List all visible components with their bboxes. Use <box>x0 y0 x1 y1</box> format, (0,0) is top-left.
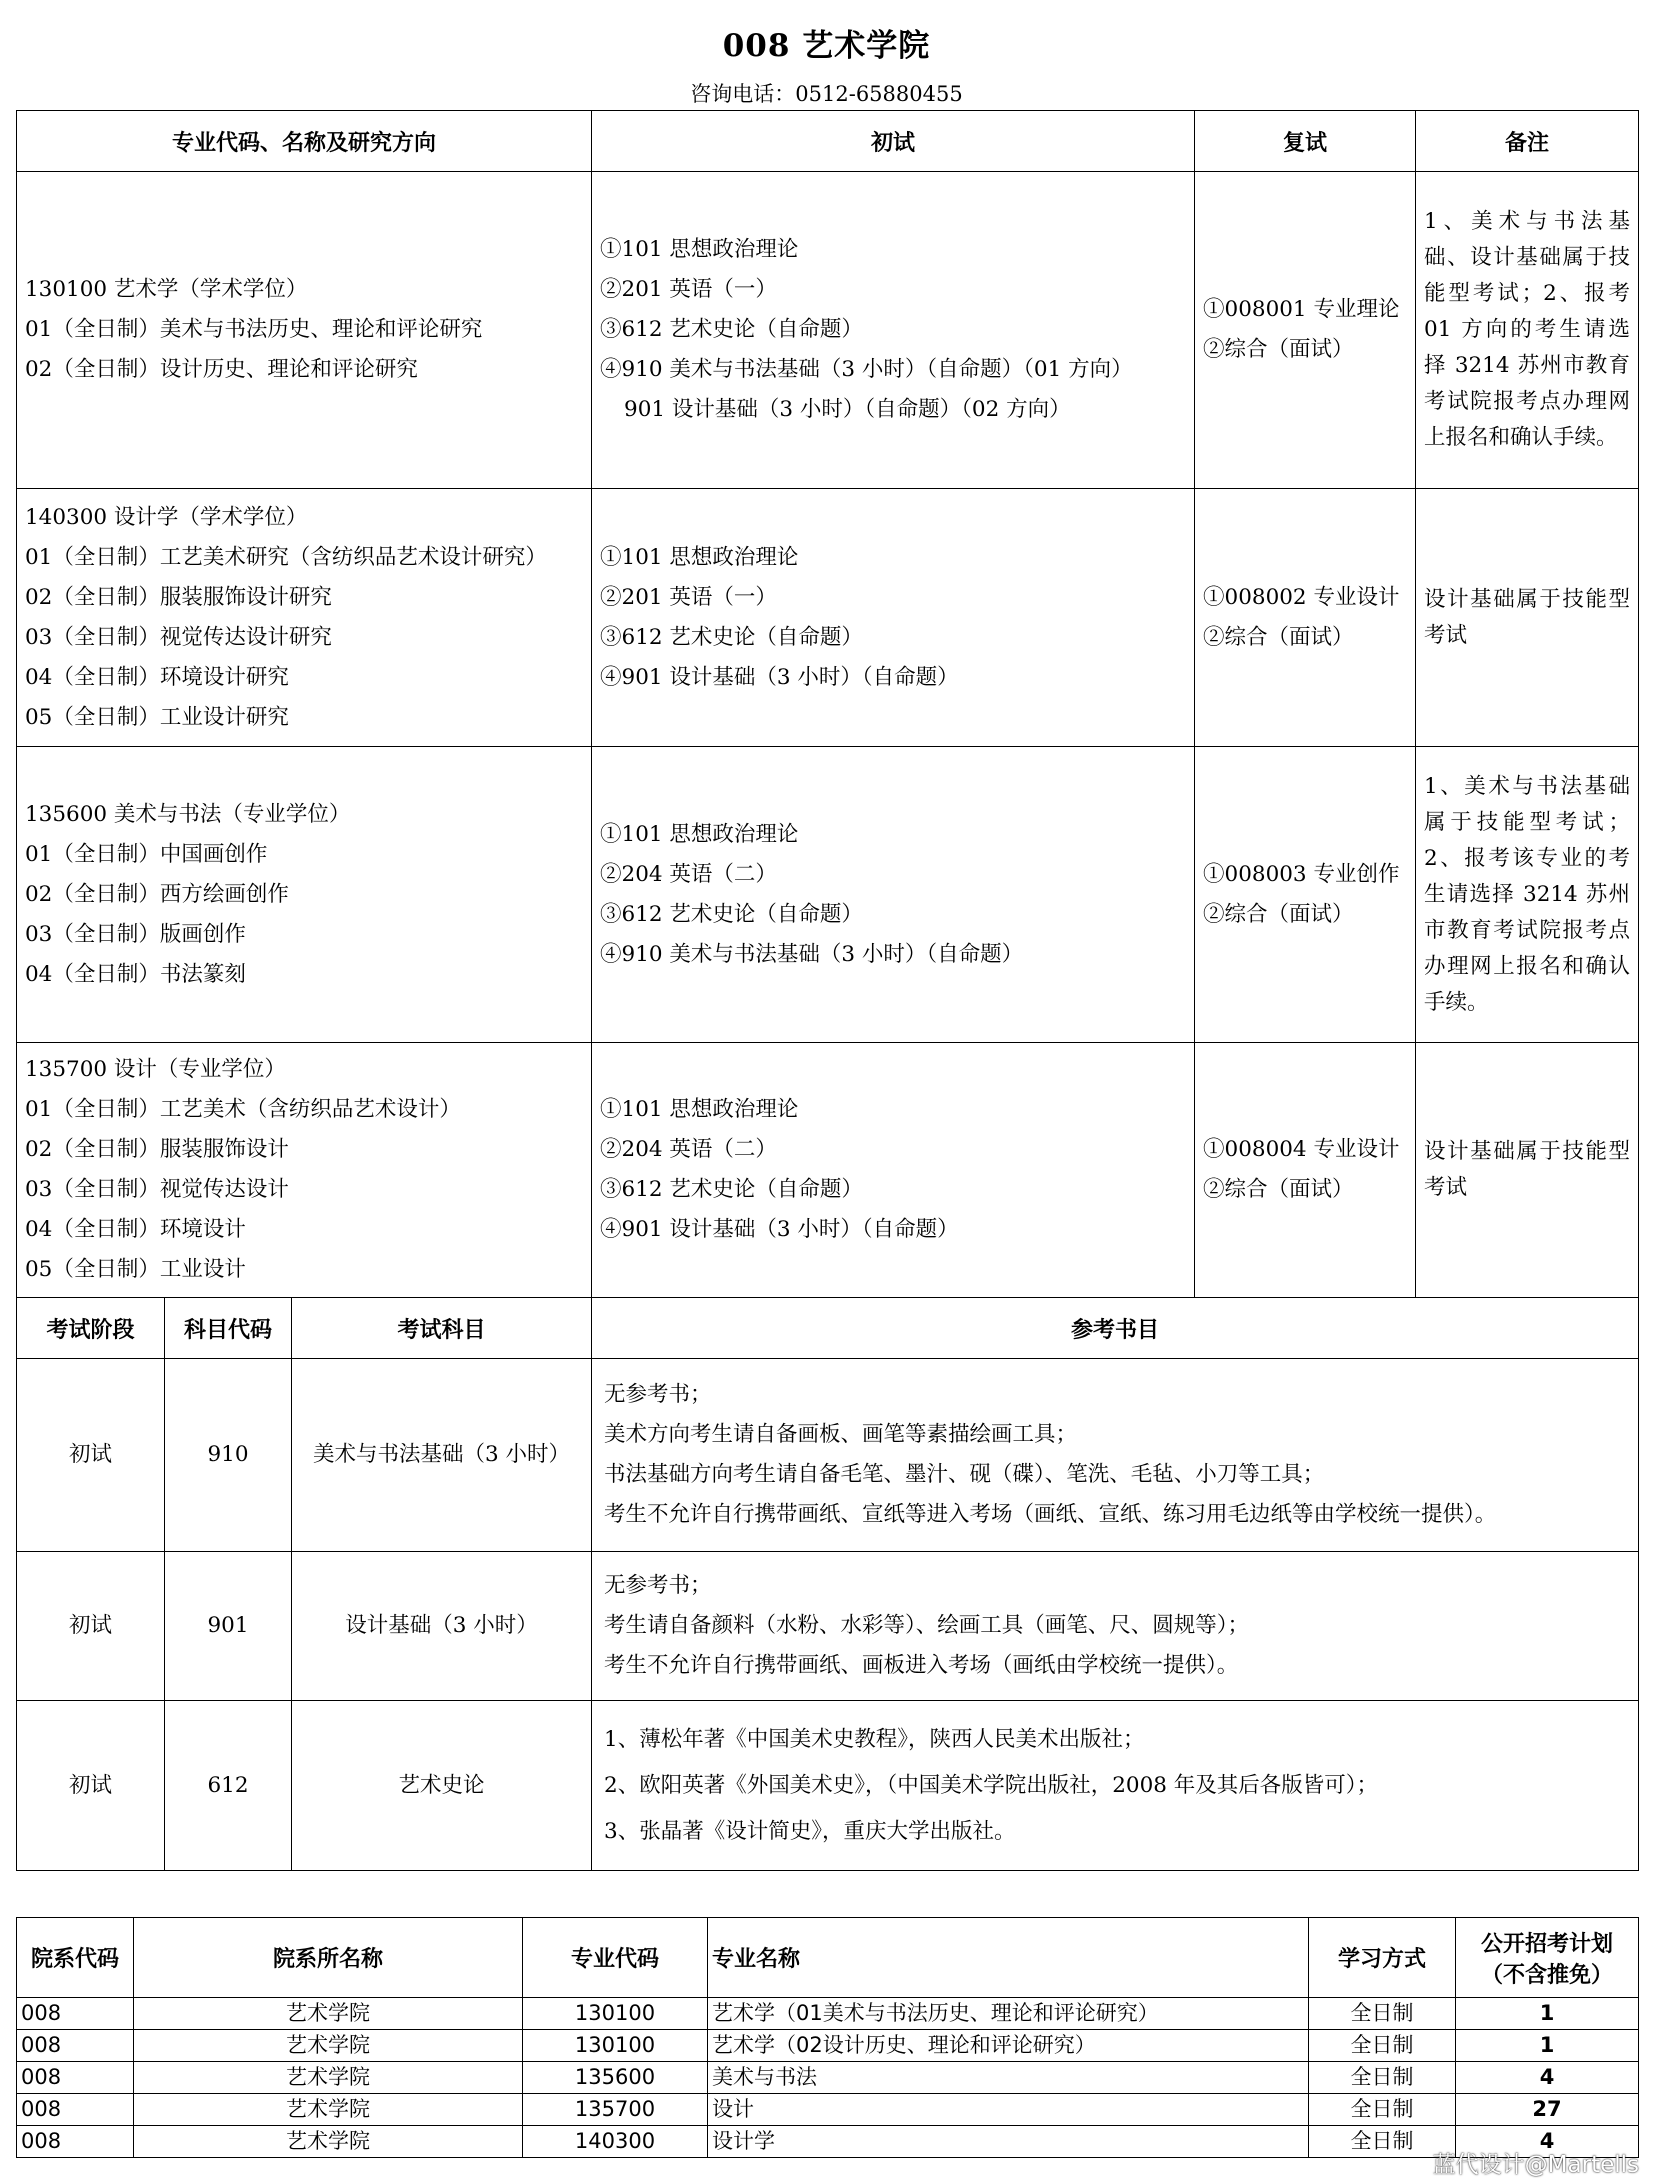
remark-cell: 设计基础属于技能型考试 <box>1416 489 1639 747</box>
prelim-subject: ④901 设计基础（3 小时）（自命题） <box>600 664 959 690</box>
header-plan-line1: 公开招考计划 <box>1480 1931 1613 1957</box>
retest-cell <box>1195 489 1416 747</box>
subject-name: 艺术史论 <box>292 1701 592 1871</box>
quota-row <box>17 2030 1639 2062</box>
remark-cell: 1、美术与书法基础、设计基础属于技能型考试；2、报考 01 方向的考生请选择 3214 苏州市教育考试院报考点办理网上报名和确认手续。 <box>1416 172 1639 489</box>
quota-row <box>17 1998 1639 2030</box>
header-subject-code: 科目代码 <box>165 1298 292 1359</box>
page-title: 008 艺术学院 <box>722 28 931 64</box>
major-cell <box>17 172 592 489</box>
prelim-subject: ③612 艺术史论（自命题） <box>600 624 863 650</box>
prelim-subject: ①101 思想政治理论 <box>600 1097 799 1122</box>
quota-table <box>16 1917 1639 2158</box>
book-line: 无参考书； <box>604 1573 712 1598</box>
major-cell <box>17 1043 592 1298</box>
major-direction: 04（全日制）环境设计 <box>25 1217 246 1242</box>
major-cell <box>17 489 592 747</box>
quota-study-mode: 全日制 <box>1309 2030 1456 2062</box>
retest-item: ①008004 专业设计 <box>1203 1137 1400 1162</box>
quota-major-code: 130100 <box>523 2030 708 2062</box>
quota-major-code: 140300 <box>523 2126 708 2158</box>
major-direction: 05（全日制）工业设计研究 <box>25 704 289 730</box>
subject-row <box>17 1552 1639 1701</box>
major-direction: 04（全日制）书法篆刻 <box>25 961 246 987</box>
quota-dept-code: 008 <box>17 2062 134 2094</box>
subject-name: 美术与书法基础（3 小时） <box>292 1359 592 1552</box>
header-retest: 复试 <box>1195 111 1416 172</box>
retest-cell <box>1195 747 1416 1043</box>
subject-books <box>592 1359 1639 1552</box>
prelim-subject: ②201 英语（一） <box>600 277 777 302</box>
quota-table-header <box>17 1918 1639 1998</box>
subject-code: 901 <box>165 1552 292 1701</box>
quota-plan: 27 <box>1456 2094 1639 2126</box>
prelim-subject: 901 设计基础（3 小时）（自命题）（02 方向） <box>624 397 1071 422</box>
quota-major-code: 135600 <box>523 2062 708 2094</box>
book-line: 2、欧阳英著《外国美术史》，（中国美术学院出版社，2008 年及其后各版皆可）； <box>604 1772 1379 1798</box>
book-line: 1、薄松年著《中国美术史教程》，陕西人民美术出版社； <box>604 1726 1145 1752</box>
major-row <box>17 747 1639 1043</box>
quota-major-code: 130100 <box>523 1998 708 2030</box>
prelim-subject: ①101 思想政治理论 <box>600 544 799 570</box>
quota-major-name: 美术与书法 <box>708 2062 1309 2094</box>
subject-books <box>592 1701 1639 1871</box>
header-remark: 备注 <box>1416 111 1639 172</box>
quota-major-code: 135700 <box>523 2094 708 2126</box>
prelim-cell <box>592 489 1195 747</box>
remark-cell: 1、美术与书法基础属于技能型考试；2、报考该专业的考生请选择 3214 苏州市教育考试院报考点办理网上报名和确认手续。 <box>1416 747 1639 1043</box>
quota-plan: 4 <box>1456 2062 1639 2094</box>
quota-study-mode: 全日制 <box>1309 2126 1456 2158</box>
major-direction: 02（全日制）西方绘画创作 <box>25 881 289 907</box>
major-direction: 01（全日制）美术与书法历史、理论和评论研究 <box>25 317 483 342</box>
subject-stage: 初试 <box>17 1701 165 1871</box>
remark-cell: 设计基础属于技能型考试 <box>1416 1043 1639 1298</box>
quota-dept-name: 艺术学院 <box>134 2094 523 2126</box>
quota-major-name: 艺术学（02设计历史、理论和评论研究） <box>708 2030 1309 2062</box>
quota-dept-name: 艺术学院 <box>134 2062 523 2094</box>
major-direction: 02（全日制）服装服饰设计 <box>25 1137 289 1162</box>
subject-stage: 初试 <box>17 1552 165 1701</box>
prelim-cell <box>592 1043 1195 1298</box>
prelim-subject: ④910 美术与书法基础（3 小时）（自命题） <box>600 941 1024 967</box>
quota-dept-code: 008 <box>17 2126 134 2158</box>
prelim-subject: ②204 英语（二） <box>600 861 777 887</box>
quota-dept-code: 008 <box>17 2094 134 2126</box>
major-direction: 01（全日制）中国画创作 <box>25 841 268 867</box>
subject-stage: 初试 <box>17 1359 165 1552</box>
retest-item: ①008001 专业理论 <box>1203 297 1400 322</box>
watermark: 蓝代设计@Martells <box>1432 2152 1639 2178</box>
major-direction: 03（全日制）版画创作 <box>25 921 246 947</box>
prelim-subject: ④910 美术与书法基础（3 小时）（自命题）（01 方向） <box>600 357 1133 382</box>
book-line: 无参考书； <box>604 1382 712 1407</box>
header-dept-code: 院系代码 <box>17 1918 134 1998</box>
quota-dept-code: 008 <box>17 2030 134 2062</box>
prelim-subject: ①101 思想政治理论 <box>600 821 799 847</box>
quota-dept-code: 008 <box>17 1998 134 2030</box>
retest-item: ①008002 专业设计 <box>1203 584 1400 610</box>
prelim-subject: ③612 艺术史论（自命题） <box>600 901 863 927</box>
book-line: 考生请自备颜料（水粉、水彩等）、绘画工具（画笔、尺、圆规等）； <box>604 1613 1250 1638</box>
retest-item: ①008003 专业创作 <box>1203 861 1400 887</box>
consult-phone: 咨询电话：0512-65880455 <box>690 82 963 106</box>
quota-study-mode: 全日制 <box>1309 2062 1456 2094</box>
major-name: 135600 美术与书法（专业学位） <box>25 801 351 827</box>
quota-plan: 4 <box>1456 2126 1639 2158</box>
major-table <box>16 110 1639 1871</box>
major-cell <box>17 747 592 1043</box>
major-name: 140300 设计学（学术学位） <box>25 504 308 530</box>
retest-item: ②综合（面试） <box>1203 1177 1354 1202</box>
header-books: 参考书目 <box>592 1298 1639 1359</box>
quota-dept-name: 艺术学院 <box>134 2030 523 2062</box>
major-table-header <box>17 111 1639 172</box>
book-line: 书法基础方向考生请自备毛笔、墨汁、砚（碟）、笔洗、毛毡、小刀等工具； <box>604 1462 1325 1487</box>
prelim-cell <box>592 747 1195 1043</box>
subject-table-header <box>17 1298 1639 1359</box>
header-stage: 考试阶段 <box>17 1298 165 1359</box>
major-direction: 04（全日制）环境设计研究 <box>25 664 289 690</box>
quota-row <box>17 2094 1639 2126</box>
retest-item: ②综合（面试） <box>1203 624 1354 650</box>
prelim-subject: ②204 英语（二） <box>600 1137 777 1162</box>
subject-books <box>592 1552 1639 1701</box>
prelim-cell <box>592 172 1195 489</box>
book-line: 3、张晶著《设计简史》，重庆大学出版社。 <box>604 1818 1016 1844</box>
header-major-name: 专业名称 <box>708 1918 1309 1998</box>
prelim-subject: ②201 英语（一） <box>600 584 777 610</box>
major-direction: 01（全日制）工艺美术（含纺织品艺术设计） <box>25 1097 461 1122</box>
quota-major-name: 艺术学（01美术与书法历史、理论和评论研究） <box>708 1998 1309 2030</box>
quota-row <box>17 2062 1639 2094</box>
book-line: 考生不允许自行携带画纸、宣纸等进入考场（画纸、宣纸、练习用毛边纸等由学校统一提供）。 <box>604 1502 1497 1527</box>
major-direction: 03（全日制）视觉传达设计研究 <box>25 624 332 650</box>
header-plan-line2: （不含推免） <box>1480 1962 1613 1988</box>
retest-item: ②综合（面试） <box>1203 337 1354 362</box>
major-row <box>17 1043 1639 1298</box>
quota-dept-name: 艺术学院 <box>134 1998 523 2030</box>
major-direction: 03（全日制）视觉传达设计 <box>25 1177 289 1202</box>
quota-major-name: 设计学 <box>708 2126 1309 2158</box>
header-subject: 考试科目 <box>292 1298 592 1359</box>
subject-row <box>17 1701 1639 1871</box>
major-direction: 05（全日制）工业设计 <box>25 1257 246 1282</box>
quota-study-mode: 全日制 <box>1309 1998 1456 2030</box>
header-prelim: 初试 <box>592 111 1195 172</box>
prelim-subject: ③612 艺术史论（自命题） <box>600 317 863 342</box>
major-direction: 01（全日制）工艺美术研究（含纺织品艺术设计研究） <box>25 544 547 570</box>
major-name: 130100 艺术学（学术学位） <box>25 277 308 302</box>
retest-cell <box>1195 172 1416 489</box>
quota-dept-name: 艺术学院 <box>134 2126 523 2158</box>
retest-cell <box>1195 1043 1416 1298</box>
subject-code: 910 <box>165 1359 292 1552</box>
major-row <box>17 172 1639 489</box>
major-direction: 02（全日制）服装服饰设计研究 <box>25 584 332 610</box>
subject-code: 612 <box>165 1701 292 1871</box>
quota-study-mode: 全日制 <box>1309 2094 1456 2126</box>
major-direction: 02（全日制）设计历史、理论和评论研究 <box>25 357 418 382</box>
book-line: 美术方向考生请自备画板、画笔等素描绘画工具； <box>604 1422 1078 1447</box>
major-row <box>17 489 1639 747</box>
quota-plan: 1 <box>1456 2030 1639 2062</box>
header-dept-name: 院系所名称 <box>134 1918 523 1998</box>
retest-item: ②综合（面试） <box>1203 901 1354 927</box>
prelim-subject: ③612 艺术史论（自命题） <box>600 1177 863 1202</box>
prelim-subject: ①101 思想政治理论 <box>600 237 799 262</box>
major-name: 135700 设计（专业学位） <box>25 1057 286 1082</box>
subject-row <box>17 1359 1639 1552</box>
book-line: 考生不允许自行携带画纸、画板进入考场（画纸由学校统一提供）。 <box>604 1653 1239 1678</box>
header-plan <box>1456 1918 1639 1998</box>
quota-major-name: 设计 <box>708 2094 1309 2126</box>
subject-name: 设计基础（3 小时） <box>292 1552 592 1701</box>
prelim-subject: ④901 设计基础（3 小时）（自命题） <box>600 1217 959 1242</box>
quota-plan: 1 <box>1456 1998 1639 2030</box>
header-study-mode: 学习方式 <box>1309 1918 1456 1998</box>
quota-row <box>17 2126 1639 2158</box>
header-major: 专业代码、名称及研究方向 <box>17 111 592 172</box>
header-major-code: 专业代码 <box>523 1918 708 1998</box>
